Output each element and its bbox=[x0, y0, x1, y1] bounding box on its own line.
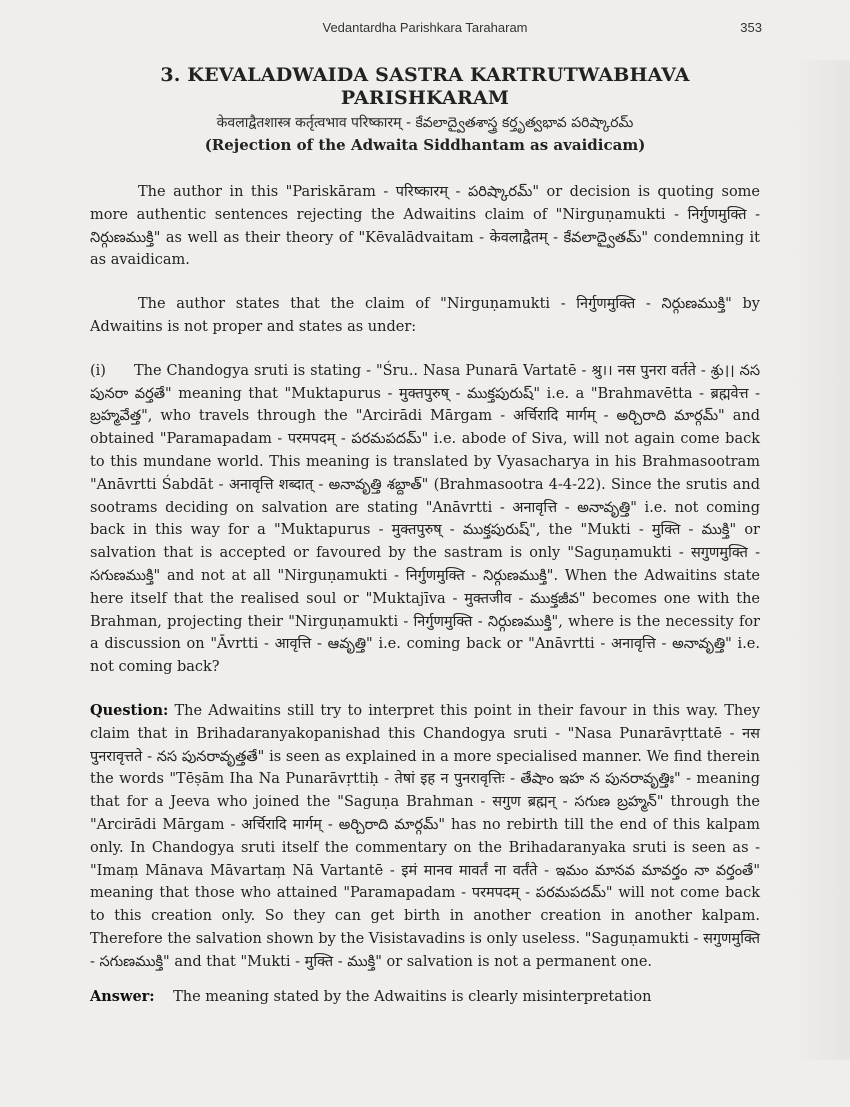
page-header bbox=[90, 14, 760, 38]
chapter-subtitle: केवलाद्वैतशास्त्र कर्तृत्वभाव परिष्कारम् - కేవలాద్వైతశాస్త్ర కర్తృత్వభావ పరిష్కారమ్ bbox=[216, 115, 634, 131]
answer-label: Answer: bbox=[90, 987, 155, 1005]
chapter-heading bbox=[90, 64, 760, 155]
chapter-title: 3. KEVALADWAIDA SASTRA KARTRUTWABHAVA PARISHKARAM bbox=[160, 64, 690, 109]
paragraph-claim: The author states that the claim of "Nirguṇamukti - निर्गुणमुक्ति - నిర్గుణముక్తి" by Adwaitins is not proper and states as under: bbox=[90, 296, 760, 335]
body-text bbox=[90, 181, 760, 1029]
paragraph-point-one bbox=[90, 360, 760, 679]
paragraph-answer bbox=[90, 986, 760, 1009]
paragraph-question bbox=[90, 700, 760, 974]
chapter-note: (Rejection of the Adwaita Siddhantam as avaidicam) bbox=[204, 136, 646, 154]
running-title: Vedantardha Parishkara Taraharam bbox=[322, 20, 528, 35]
answer-text: The meaning stated by the Adwaitins is clearly misinterpretation bbox=[173, 988, 652, 1005]
point-one-text: The Chandogya sruti is stating - "Śru.. Nasa Punarā Vartatē - श्रु।। नस पुनरा वर्तते - శ్రు।। నస పునరా వర్తతే" meaning that "Muktapurus - मुक्तपुरुष् - ముక్తపురుష్" i.e. a "Brahmavētta - ब्रह्मवेत्त - బ్రహ్మవేత్త", who travels through the "Arcirādi Mārgam - अर्चिरादि मार्गम् - అర్చిరాది మార్గమ్" and obtained "Paramapadam - परमपदम् - పరమపదమ్" i.e. abode of Siva, will not again come back to this mundane world. This meaning is translated by Vyasacharya in his Brahmasootram "Anāvrtti Śabdāt - अनावृत्ति शब्दात् - అనావృత్తి శబ్దాత్" (Brahmasootra 4-4-22). Since the srutis and sootrams deciding on salvation are stating "Anāvrtti - अनावृत्ति - అనావృత్తి" i.e. not coming back in this way for a "Muktapurus - मुक्तपुरुष् - ముక్తపురుష్", the "Mukti - मुक्ति - ముక్తి" or salvation that is accepted or favoured by the sastram is only "Saguṇamukti - सगुणमुक्ति - సగుణముక్తి" and not at all "Nirguṇamukti - निर्गुणमुक्ति - నిర్గుణముక్తి". When the Adwaitins state here itself that the realised soul or "Muktajīva - मुक्तजीव - ముక్తజీవ" becomes one with the Brahman, projecting their "Nirguṇamukti - निर्गुणमुक्ति - నిర్గుణముక్తి", where is the necessity for a discussion on "Āvrtti - आवृत्ति - ఆవృత్తి" i.e. coming back or "Anāvrtti - अनावृत्ति - అనావృత్తి" i.e. not coming back? bbox=[90, 362, 760, 676]
page-number: 353 bbox=[740, 20, 762, 35]
paragraph-intro: The author in this "Pariskāram - परिष्कारम् - పరిష్కారమ్" or decision is quoting some more authentic sentences rejecting the Adwaitins claim of "Nirguṇamukti - निर्गुणमुक्ति - నిర్గుణముక్తి" as well as their theory of "Kēvalādvaitam - केवलाद्वैतम् - కేవలాద్వైతమ్" condemning it as avaidicam. bbox=[90, 184, 760, 269]
question-text: The Adwaitins still try to interpret this point in their favour in this way. They claim that in Brihadaranyakopanishad this Chandogya sruti - "Nasa Punarāvṛttatē - नस पुनरावृत्तते - నస పునరావృత్తతే" is seen as explained in a more specialised manner. We find therein the words "Tēṣām Iha Na Punarāvṛttiḥ - तेषां इह न पुनरावृत्तिः - తేషాం ఇహ న పునరావృత్తిః" - meaning that for a Jeeva who joined the "Saguṇa Brahman - सगुण ब्रह्मन् - సగుణ బ్రహ్మన్" through the "Arcirādi Mārgam - अर्चिरादि मार्गम् - అర్చిరాది మార్గమ్" has no rebirth till the end of this kalpam only. In Chandogya sruti itself the commentary on the Brihadaranyaka sruti is seen as - "Imaṃ Mānava Māvartaṃ Nā Vartantē - इमं मानव मावर्तं ना वर्तंते - ఇమం మానవ మావర్తం నా వర్తంతే" meaning that those who attained "Paramapadam - परमपदम् - పరమపదమ్" will not come back to this creation only. So they can get birth in another creation in another kalpam. Therefore the salvation shown by the Visistavadins is only useless. "Saguṇamukti - सगुणमुक्ति - సగుణముక్తి" and that "Mukti - मुक्ति - ముక్తి" or salvation is not a permanent one. bbox=[90, 702, 761, 970]
question-label: Question: bbox=[90, 701, 169, 719]
page-shadow bbox=[790, 60, 850, 1060]
point-label: (i) bbox=[90, 362, 106, 379]
